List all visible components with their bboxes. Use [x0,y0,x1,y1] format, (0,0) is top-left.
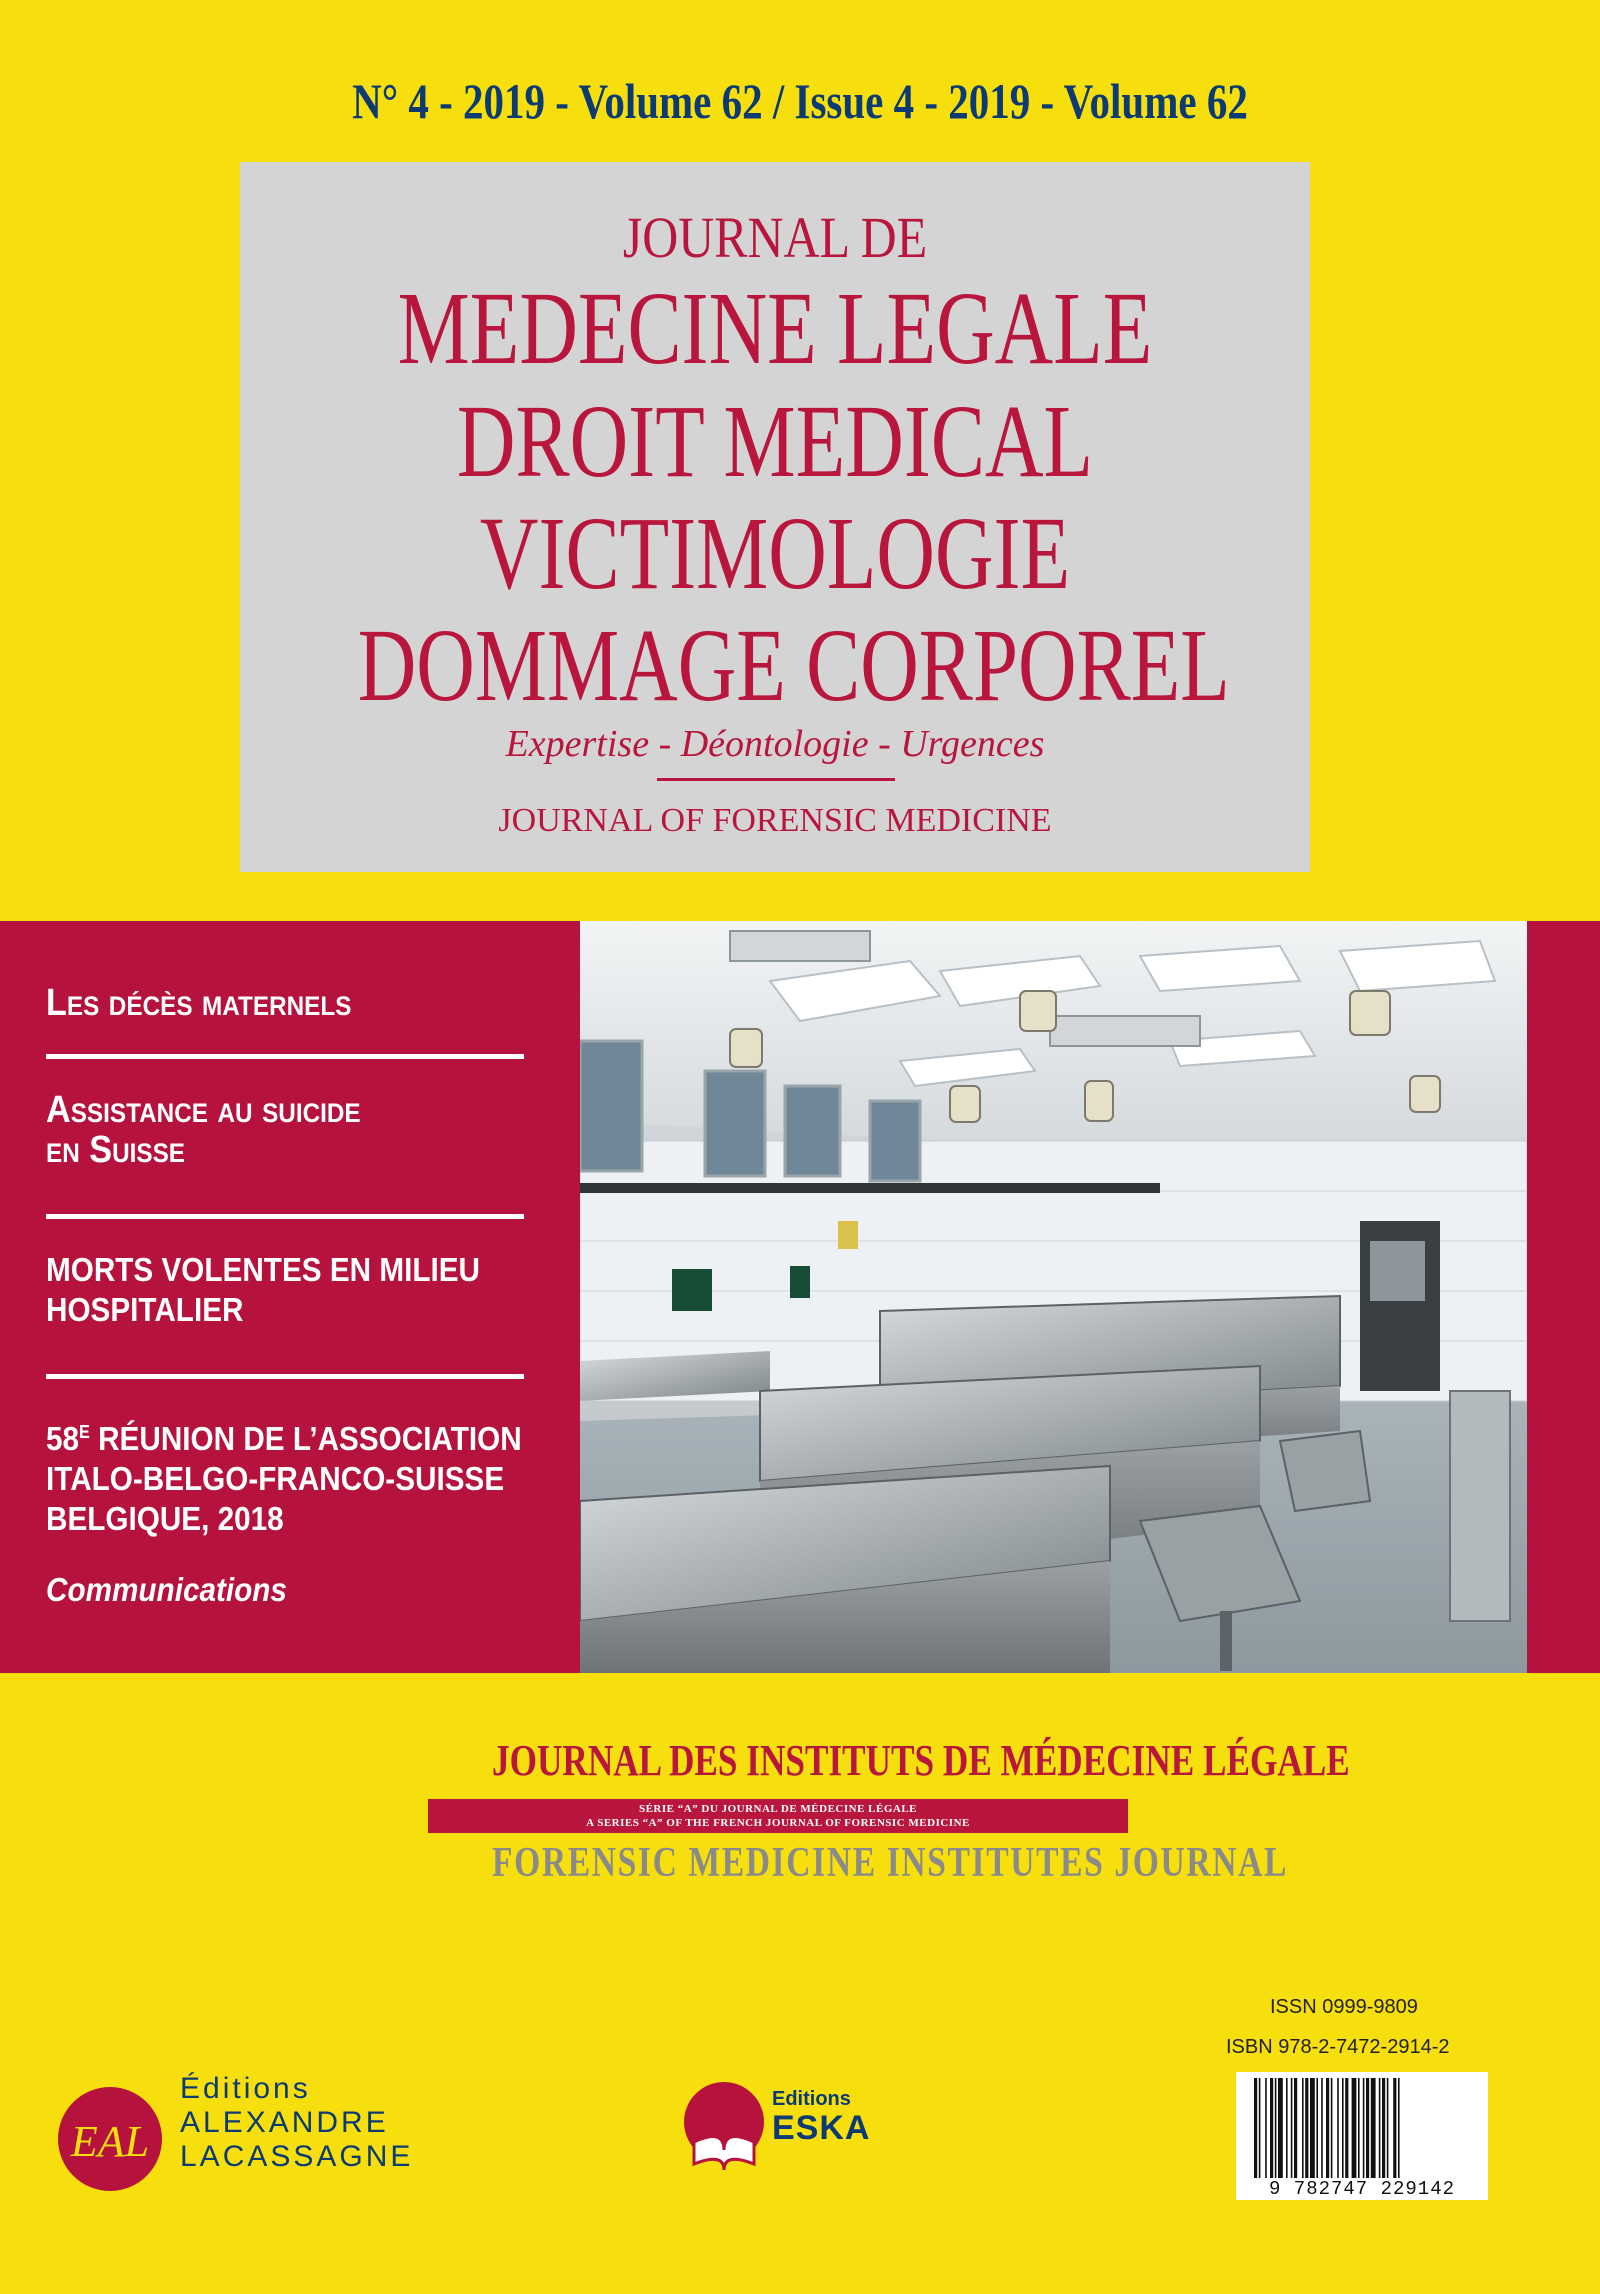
barcode-bar [1398,2078,1400,2178]
eska-book-icon [682,2080,766,2181]
series-english-title: FORENSIC MEDICINE INSTITUTES JOURNAL [492,1840,1289,1886]
title-divider [657,778,895,781]
barcode-bar [1358,2078,1360,2178]
topic-association-meeting [46,1412,522,1539]
title-box [240,162,1310,872]
barcode-bar [1342,2078,1344,2178]
series-bar [428,1799,1128,1833]
barcode-bar [1387,2078,1389,2178]
barcode-bar [1371,2078,1376,2178]
barcode-bar [1278,2078,1283,2178]
barcode-bar [1326,2078,1329,2178]
barcode-bar [1305,2078,1308,2178]
topic-assisted-suicide [46,1090,361,1170]
title-line-4: DOMMAGE CORPOREL [357,608,1230,723]
topic-violent-deaths-line-1: MORTS VOLENTES EN MILIEU [46,1251,480,1288]
barcode-bar [1270,2078,1273,2178]
eska-line-1: Editions [772,2088,851,2110]
title-line-3: VICTIMOLOGIE [479,496,1071,611]
eal-line-2: ALEXANDRE [180,2106,389,2139]
barcode-bars [1254,2078,1470,2178]
eal-logo [55,2084,165,2199]
barcode-bar [1382,2078,1385,2178]
barcode-bar [1366,2078,1369,2178]
barcode-bar [1379,2078,1381,2178]
autopsy-room-photo [580,921,1527,1673]
title-journal-de: JOURNAL DE [622,205,928,270]
topic-meeting-title: RÉUNION DE L’ASSOCIATION [89,1420,522,1457]
topic-assisted-suicide-line-1: Assistance au suicide [46,1089,361,1131]
series-title: JOURNAL DES INSTITUTS DE MÉDECINE LÉGALE [492,1736,1350,1785]
barcode-bar [1363,2078,1365,2178]
topic-meeting-line-1 [46,1412,522,1459]
topic-separator [46,1054,524,1059]
issn-number: ISSN 0999-9809 [1270,1996,1418,2018]
topic-assisted-suicide-line-2: en Suisse [46,1129,185,1171]
barcode-bar [1316,2078,1318,2178]
topic-separator [46,1214,524,1219]
topic-meeting-number: 58 [46,1420,80,1457]
barcode-digits: 9 782747 229142 [1268,2178,1456,2200]
topic-violent-deaths-line-2: HOSPITALIER [46,1291,244,1328]
barcode-bar [1265,2078,1267,2178]
barcode-bar [1310,2078,1315,2178]
barcode-bar [1259,2078,1261,2178]
topic-violent-deaths [46,1250,480,1330]
title-subtitle: Expertise - Déontologie - Urgences [505,723,1045,765]
series-subtitle-en: A SERIES “A” OF THE FRENCH JOURNAL OF FORENSIC MEDICINE [586,1817,970,1829]
barcode [1236,2072,1488,2200]
topic-meeting-line-2: ITALO-BELGO-FRANCO-SUISSE [46,1460,505,1497]
topic-meeting-line-3: BELGIQUE, 2018 [46,1500,284,1537]
topic-meeting-ordinal: E [79,1422,90,1442]
topic-maternal-deaths: Les décès maternels [46,982,352,1024]
eal-line-3: LACASSAGNE [180,2140,414,2173]
barcode-bar [1393,2078,1396,2178]
barcode-bar [1254,2078,1257,2178]
topic-communications: Communications [46,1571,287,1608]
barcode-bar [1275,2078,1277,2178]
barcode-bar [1331,2078,1333,2178]
eska-publisher-name [772,2088,870,2145]
series-block [420,1735,1350,1905]
barcode-bar [1291,2078,1293,2178]
issue-line: N° 4 - 2019 - Volume 62 / Issue 4 - 2019 - Volume 62 [352,73,1248,129]
barcode-bar [1302,2078,1304,2178]
series-subtitle-fr: SÉRIE “A” DU JOURNAL DE MÉDECINE LÉGALE [638,1803,918,1815]
barcode-bar [1321,2078,1323,2178]
title-line-2: DROIT MEDICAL [456,384,1094,499]
barcode-bar [1352,2078,1357,2178]
title-english: JOURNAL OF FORENSIC MEDICINE [498,802,1052,839]
topic-separator [46,1374,524,1379]
eska-line-2: ESKA [772,2109,871,2147]
eal-monogram: EAL [70,2117,150,2166]
barcode-bar [1286,2078,1288,2178]
barcode-bar [1294,2078,1297,2178]
barcode-bar [1345,2078,1348,2178]
barcode-bar [1337,2078,1339,2178]
eal-publisher-name [180,2072,413,2174]
title-line-1: MEDECINE LEGALE [397,271,1153,386]
isbn-number: ISBN 978-2-7472-2914-2 [1226,2036,1450,2058]
eal-line-1: Éditions [180,2072,311,2105]
